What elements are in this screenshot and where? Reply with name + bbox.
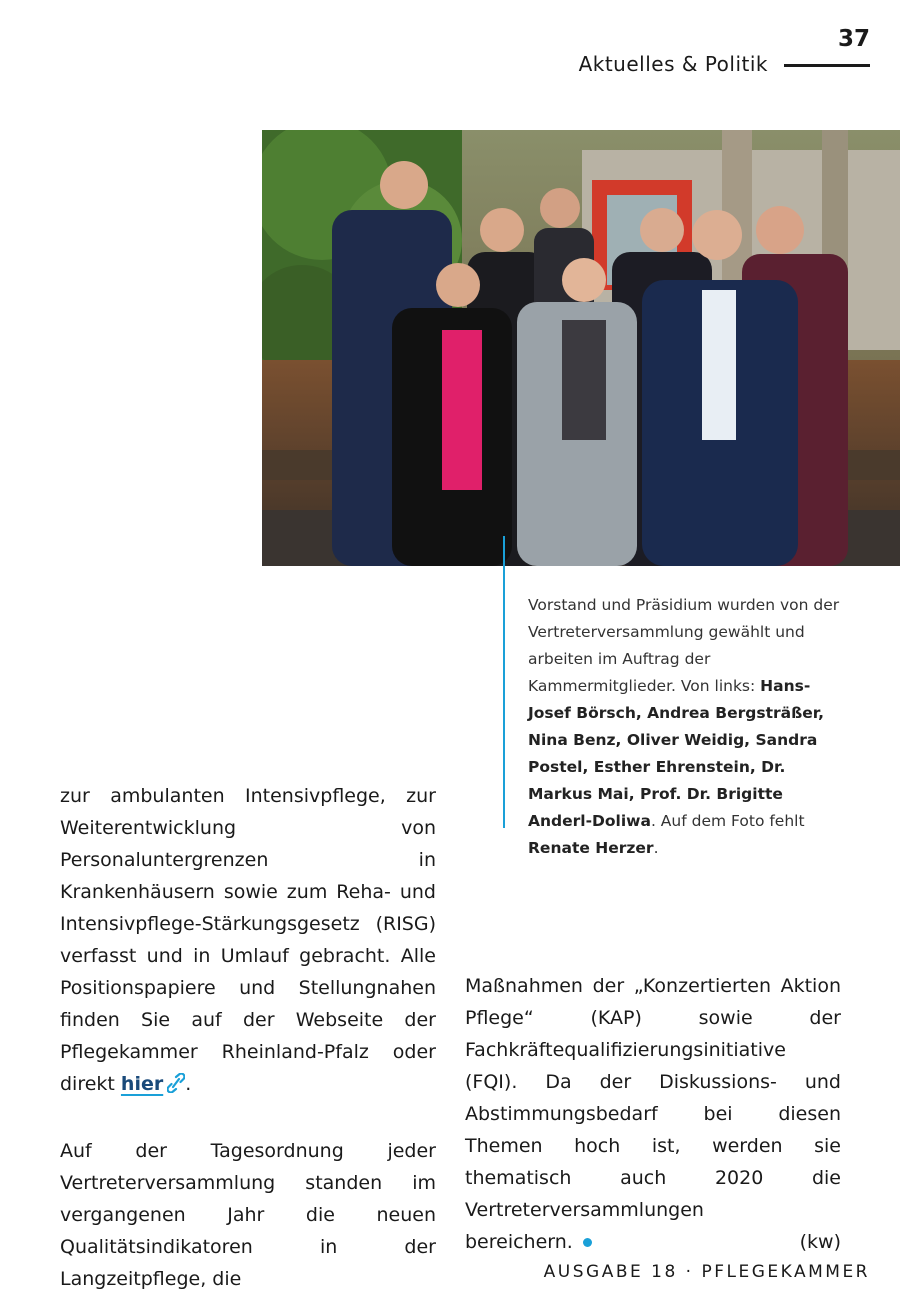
caption-accent-line <box>503 536 505 828</box>
end-bullet-icon <box>583 1238 592 1247</box>
paragraph-1 <box>60 780 436 1103</box>
caption-intro: Vorstand und Präsidium wurden von der Vertreterversammlung gewählt und arbeiten im Auftrag der Kammermitglieder. Von links: <box>528 596 840 695</box>
paragraph-3: Maßnahmen der „Konzertierten Aktion Pflege“ (KAP) sowie der Fachkräftequalifizierungsinitiative (FQI). Da der Diskussions- und Abstimmungsbedarf bei diesen Themen hoch ist, werden sie thematisch auch 2020 die Vertreterversammlungen <box>465 975 841 1221</box>
left-column <box>60 780 436 1295</box>
header-rule <box>784 64 870 67</box>
closing-word: bereichern. <box>465 1231 573 1253</box>
caption-names: Hans-Josef Börsch, Andrea Bergsträßer, Nina Benz, Oliver Weidig, Sandra Postel, Esther Ehrenstein, Dr. Markus Mai, Prof. Dr. Brigitte Anderl-Doliwa <box>528 677 824 830</box>
paragraph-2: Auf der Tagesordnung jeder Vertreterversammlung standen im vergangenen Jahr die neuen Qualitätsindikatoren in der Langzeitpflege, die <box>60 1140 436 1290</box>
page-number: 37 <box>837 26 870 52</box>
photo-caption <box>528 592 848 862</box>
caption-middle: . Auf dem Foto fehlt <box>650 812 805 830</box>
group-photo <box>262 130 900 566</box>
section-title: Aktuelles & Politik <box>578 52 768 76</box>
caption-missing-name: Renate Herzer <box>528 839 654 857</box>
link-icon[interactable] <box>167 1071 185 1103</box>
footer-issue: AUSGABE 18 · PFLEGEKAMMER <box>543 1262 870 1282</box>
right-column <box>465 970 841 1258</box>
paragraph-1-text: zur ambulanten Intensivpflege, zur Weiterentwicklung von Personaluntergrenzen in Krankenhäusern sowie zum Reha- und Intensivpflege-Stärkungsgesetz (RISG) verfasst und in Umlauf gebracht. Alle Positionspapiere und Stellungnahen finden Sie auf der Webseite der Pflegekammer Rheinland-Pfalz oder direkt <box>60 785 436 1095</box>
closing-word-group <box>465 1226 592 1258</box>
hier-link[interactable]: hier <box>120 1073 164 1095</box>
group-photo-icon <box>262 130 900 566</box>
author-initials: (kw) <box>799 1231 841 1253</box>
closing-line <box>465 1226 841 1258</box>
paragraph-1-end: . <box>185 1073 192 1095</box>
caption-end: . <box>653 839 659 857</box>
paragraph-gap <box>60 1103 436 1135</box>
